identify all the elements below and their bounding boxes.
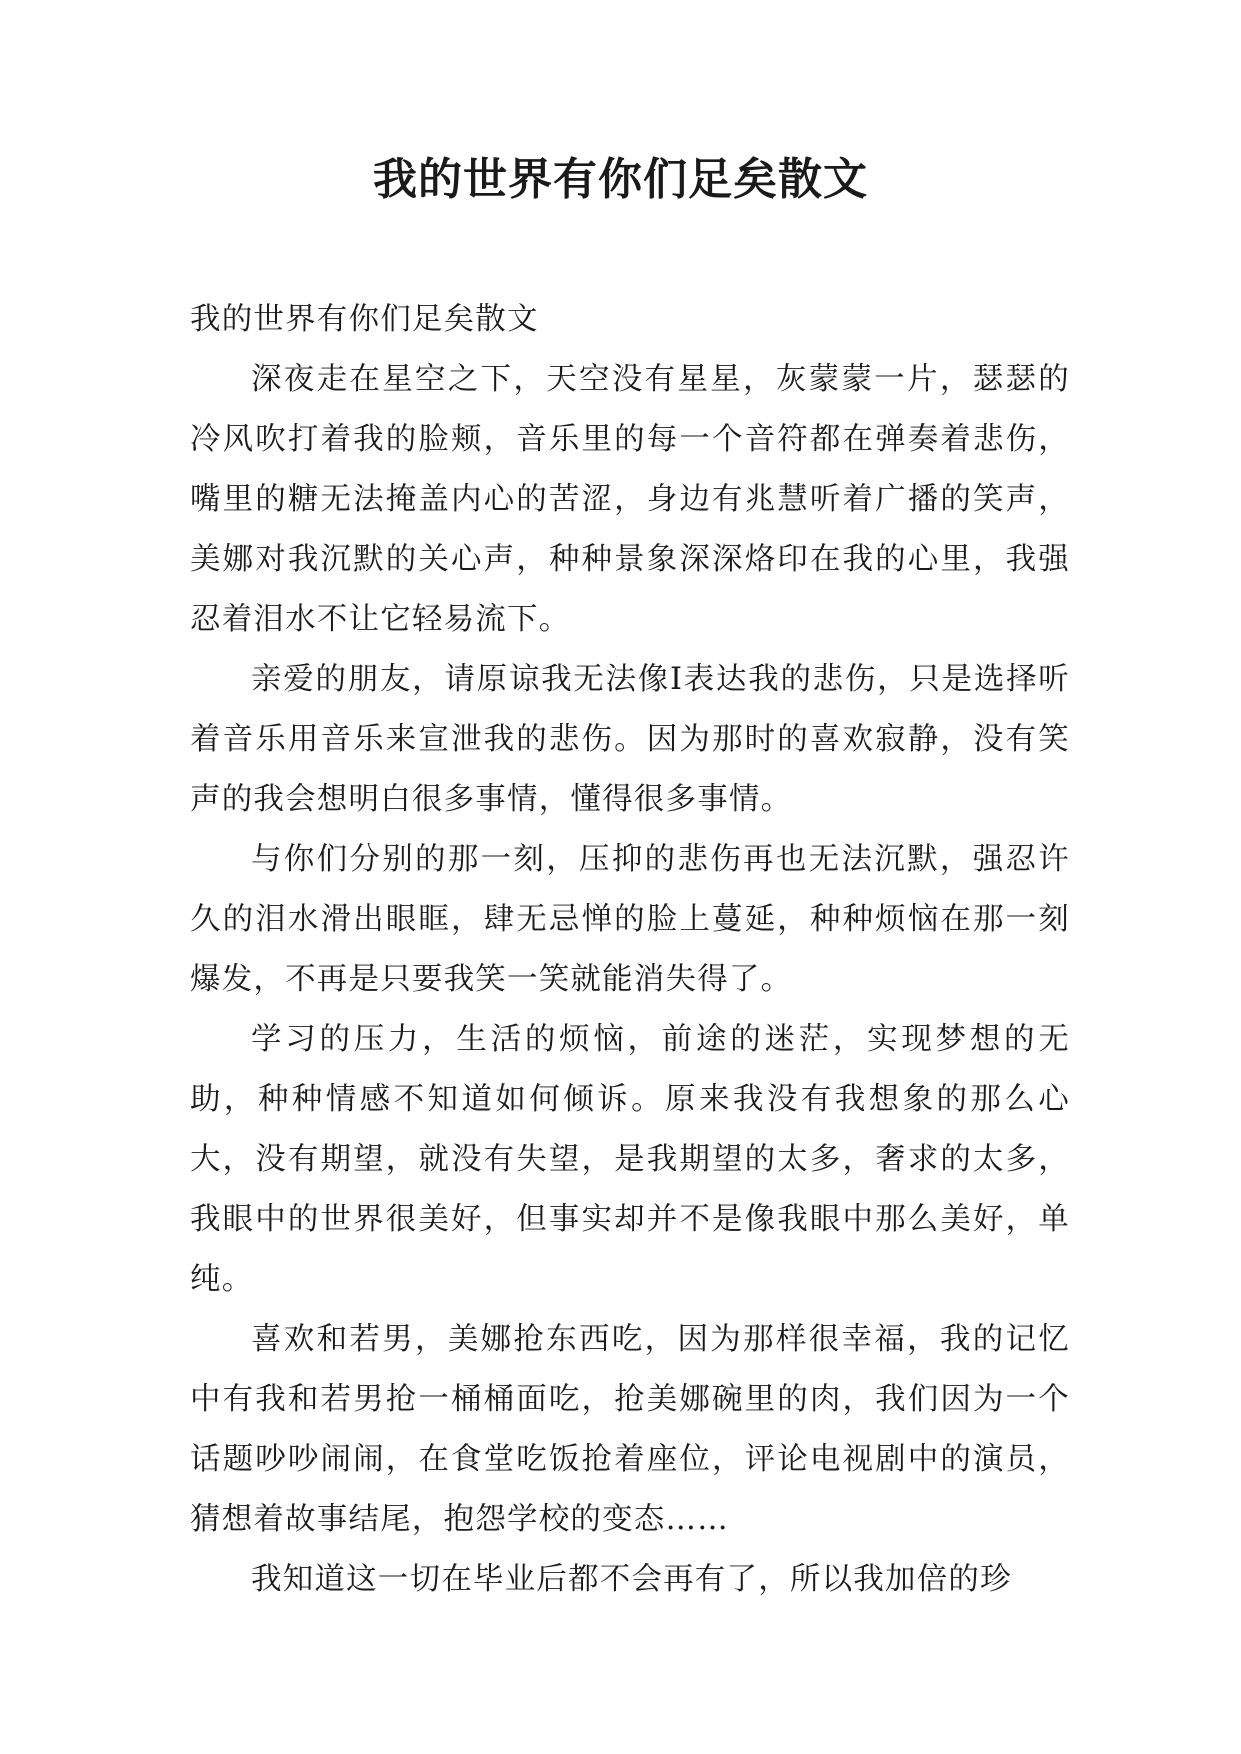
document-body [190, 290, 1070, 1610]
paragraph-4: 学习的压力，生活的烦恼，前途的迷茫，实现梦想的无助，种种情感不知道如何倾诉。原来我没有我想象的那么心大，没有期望，就没有失望，是我期望的太多，奢求的太多，我眼中的世界很美好，但事实却并不是像我眼中那么美好，单纯。 [190, 1022, 1070, 1297]
paragraph-5: 喜欢和若男，美娜抢东西吃，因为那样很幸福，我的记忆中有我和若男抢一桶桶面吃，抢美娜碗里的肉，我们因为一个话题吵吵闹闹，在食堂吃饭抢着座位，评论电视剧中的演员，猜想着故事结尾，抱怨学校的变态…… [190, 1322, 1070, 1537]
paragraph-6: 我知道这一切在毕业后都不会再有了，所以我加倍的珍 [251, 1562, 1012, 1597]
paragraph-2: 亲爱的朋友，请原谅我无法像I表达我的悲伤，只是选择听着音乐用音乐来宣泄我的悲伤。因为那时的喜欢寂静，没有笑声的我会想明白很多事情，懂得很多事情。 [190, 662, 1070, 817]
paragraph-3: 与你们分别的那一刻，压抑的悲伤再也无法沉默，强忍许久的泪水滑出眼眶，肆无忌惮的脸上蔓延，种种烦恼在那一刻爆发，不再是只要我笑一笑就能消失得了。 [190, 842, 1070, 997]
page-title: 我的世界有你们足矣散文 [373, 154, 868, 205]
paragraph-1: 深夜走在星空之下，天空没有星星，灰蒙蒙一片，瑟瑟的冷风吹打着我的脸颊，音乐里的每一个音符都在弹奏着悲伤，嘴里的糖无法掩盖内心的苦涩，身边有兆慧听着广播的笑声，美娜对我沉默的关心声，种种景象深深烙印在我的心里，我强忍着泪水不让它轻易流下。 [190, 362, 1070, 637]
document-subtitle: 我的世界有你们足矣散文 [190, 302, 539, 337]
